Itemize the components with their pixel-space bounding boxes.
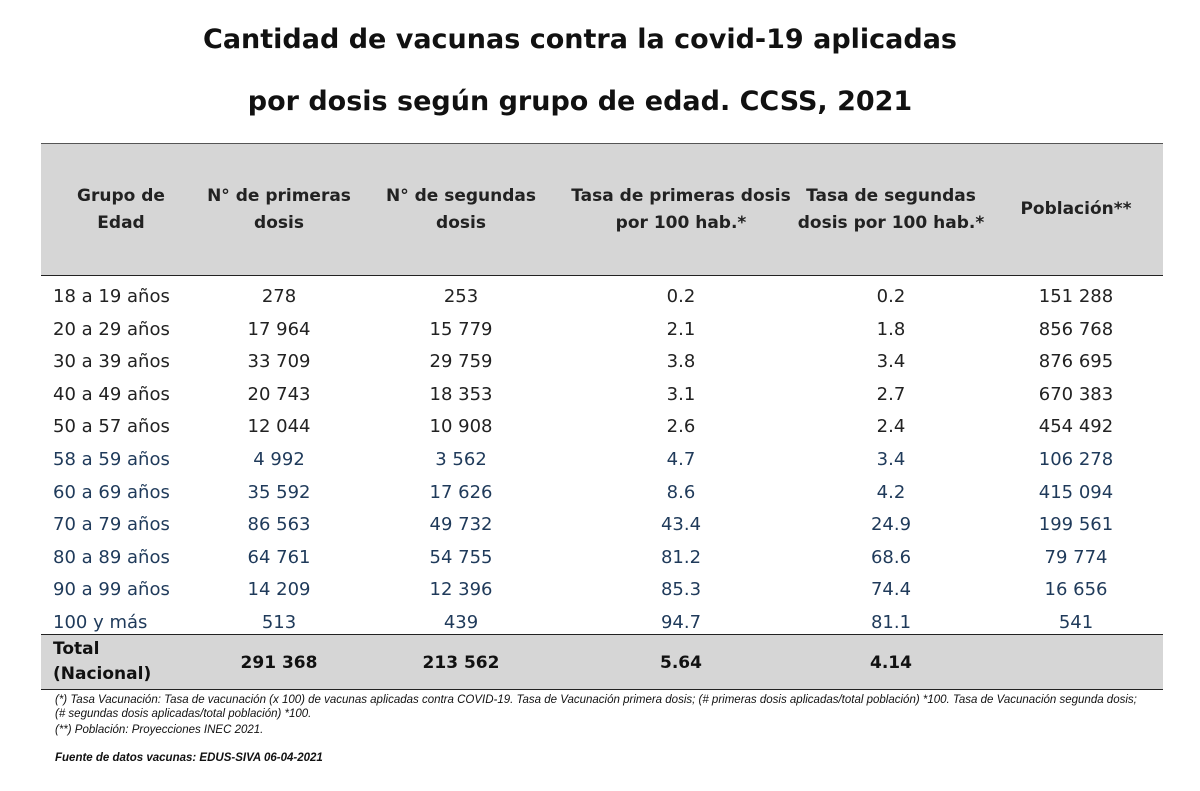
cell-grupo: 60 a 69 años — [53, 481, 170, 503]
cell-poblacion: 199 561 — [1038, 514, 1114, 536]
cell-tasa-segundas: 1.8 — [876, 318, 906, 340]
cell-primeras: 20 743 — [247, 383, 311, 405]
cell-poblacion: 670 383 — [1038, 383, 1114, 405]
cell-tasa-segundas: 24.9 — [870, 514, 912, 536]
cell-tasa-segundas: 74.4 — [870, 579, 912, 601]
footnote-poblacion: (**) Población: Proyecciones INEC 2021. — [55, 724, 264, 736]
header-poblacion: Población** — [1020, 199, 1132, 219]
cell-segundas: 3 562 — [435, 449, 487, 470]
cell-tasa-primeras: 8.6 — [666, 481, 696, 503]
cell-tasa-primeras: 2.6 — [666, 416, 696, 438]
total-tasa-primeras: 5.64 — [660, 653, 702, 673]
cell-segundas: 12 396 — [429, 579, 493, 601]
cell-segundas: 54 755 — [429, 546, 493, 568]
cell-tasa-primeras: 94.7 — [660, 612, 702, 633]
cell-poblacion: 454 492 — [1038, 416, 1114, 438]
title-line-2: por dosis según grupo de edad. CCSS, 2021 — [247, 86, 913, 117]
cell-tasa-primeras: 85.3 — [660, 579, 702, 601]
cell-segundas: 29 759 — [429, 351, 493, 373]
table-row — [41, 281, 1163, 313]
cell-tasa-segundas: 81.1 — [870, 612, 912, 633]
footnote-tasa: (*) Tasa Vacunación: Tasa de vacunación (x 100) de vacunas aplicadas contra COVID-19. Tasa de Vacunación primera dosis; (# primeras dosis aplicadas/total población) *100. Tasa de Vacunación segunda dosis; (# segundas dosis aplicadas/total población) *100. — [55, 694, 1137, 720]
cell-tasa-segundas: 2.4 — [876, 416, 906, 438]
cell-tasa-primeras: 43.4 — [660, 514, 702, 536]
table-row — [41, 542, 1163, 574]
cell-tasa-segundas: 2.7 — [876, 383, 906, 405]
cell-grupo: 70 a 79 años — [53, 514, 170, 536]
cell-segundas: 17 626 — [429, 481, 493, 503]
header-tasa-primeras: Tasa de primeras dosis por 100 hab.* — [571, 185, 791, 233]
total-segundas: 213 562 — [422, 653, 500, 673]
cell-primeras: 278 — [261, 286, 297, 307]
cell-tasa-segundas: 68.6 — [870, 546, 912, 568]
header-tasa-segundas: Tasa de segundas dosis por 100 hab.* — [797, 185, 985, 233]
cell-poblacion: 541 — [1058, 612, 1094, 633]
cell-tasa-segundas: 3.4 — [876, 449, 906, 470]
total-row — [41, 634, 1163, 690]
source-note: Fuente de datos vacunas: EDUS-SIVA 06-04-2021 — [55, 752, 323, 764]
cell-primeras: 14 209 — [247, 579, 311, 601]
cell-primeras: 12 044 — [247, 416, 311, 438]
cell-grupo: 40 a 49 años — [53, 383, 170, 405]
cell-segundas: 18 353 — [429, 383, 493, 405]
table-row — [41, 411, 1163, 443]
cell-grupo: 50 a 57 años — [53, 416, 170, 438]
cell-poblacion: 856 768 — [1038, 318, 1114, 340]
header-grupo-edad: Grupo de Edad — [77, 185, 165, 233]
cell-poblacion: 79 774 — [1044, 546, 1108, 568]
cell-tasa-segundas: 4.2 — [876, 481, 906, 503]
header-primeras-dosis: N° de primeras dosis — [207, 185, 351, 233]
total-primeras: 291 368 — [240, 653, 318, 673]
table-row — [41, 379, 1163, 411]
cell-tasa-primeras: 0.2 — [666, 286, 696, 307]
cell-segundas: 49 732 — [429, 514, 493, 536]
cell-grupo: 100 y más — [53, 612, 148, 633]
table-row — [41, 444, 1163, 476]
cell-grupo: 18 a 19 años — [53, 286, 170, 307]
total-tasa-segundas: 4.14 — [870, 653, 912, 673]
cell-tasa-segundas: 3.4 — [876, 351, 906, 373]
cell-tasa-segundas: 0.2 — [876, 286, 906, 307]
cell-poblacion: 16 656 — [1044, 579, 1108, 601]
cell-tasa-primeras: 4.7 — [666, 449, 696, 470]
cell-segundas: 253 — [443, 286, 479, 307]
cell-poblacion: 106 278 — [1038, 449, 1114, 470]
cell-segundas: 15 779 — [429, 318, 493, 340]
cell-poblacion: 151 288 — [1038, 286, 1114, 307]
cell-poblacion: 415 094 — [1038, 481, 1114, 503]
table-row — [41, 314, 1163, 346]
cell-grupo: 58 a 59 años — [53, 449, 170, 470]
cell-grupo: 80 a 89 años — [53, 546, 170, 568]
cell-primeras: 17 964 — [247, 318, 311, 340]
table-row — [41, 509, 1163, 541]
cell-tasa-primeras: 3.8 — [666, 351, 696, 373]
total-label: Total (Nacional) — [53, 639, 152, 684]
cell-tasa-primeras: 81.2 — [660, 546, 702, 568]
cell-tasa-primeras: 2.1 — [666, 318, 696, 340]
cell-primeras: 33 709 — [247, 351, 311, 373]
cell-primeras: 513 — [261, 612, 297, 633]
cell-primeras: 35 592 — [247, 481, 311, 503]
table-row — [41, 346, 1163, 378]
cell-primeras: 86 563 — [247, 514, 311, 536]
cell-primeras: 64 761 — [247, 546, 311, 568]
cell-segundas: 10 908 — [429, 416, 493, 438]
cell-poblacion: 876 695 — [1038, 351, 1114, 373]
cell-grupo: 90 a 99 años — [53, 579, 170, 601]
cell-grupo: 30 a 39 años — [53, 351, 170, 373]
table-header — [41, 143, 1163, 276]
title-line-1: Cantidad de vacunas contra la covid-19 aplicadas — [203, 24, 957, 55]
header-segundas-dosis: N° de segundas dosis — [385, 185, 537, 233]
cell-primeras: 4 992 — [253, 449, 305, 470]
cell-tasa-primeras: 3.1 — [666, 383, 696, 405]
cell-segundas: 439 — [443, 612, 479, 633]
table-row — [41, 477, 1163, 509]
cell-grupo: 20 a 29 años — [53, 318, 170, 340]
table-row — [41, 574, 1163, 606]
